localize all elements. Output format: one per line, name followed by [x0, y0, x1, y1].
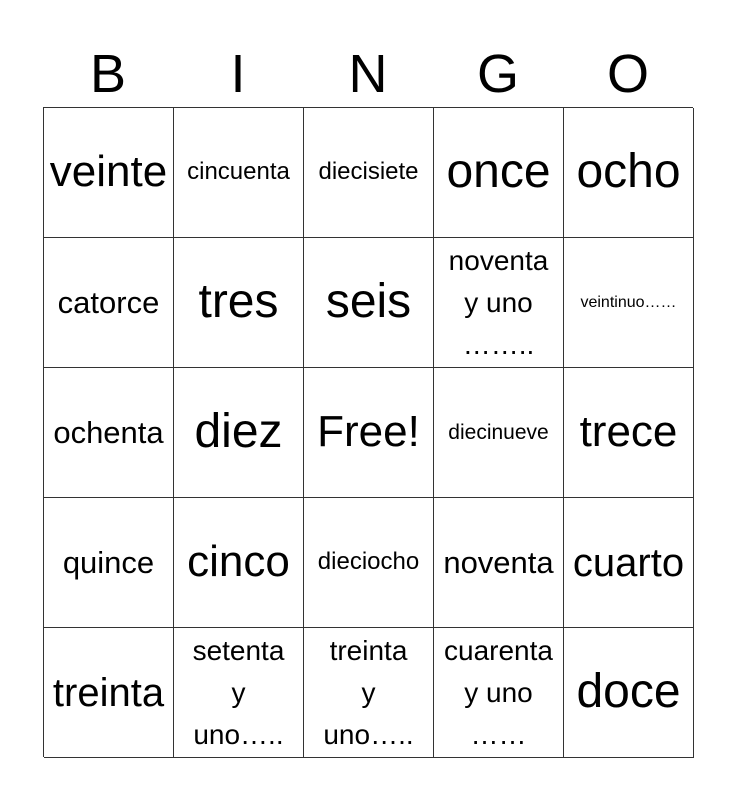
cell-text: setenta y uno….. [192, 634, 285, 750]
cell-text: diecisiete [318, 158, 419, 186]
bingo-cell[interactable] [44, 108, 174, 238]
bingo-cell[interactable] [434, 628, 564, 758]
cell-text: ochenta [53, 414, 164, 450]
bingo-cell[interactable] [564, 628, 694, 758]
bingo-cell[interactable] [434, 108, 564, 238]
bingo-cell[interactable] [434, 498, 564, 628]
header-letter-o: O [606, 44, 649, 104]
bingo-cell[interactable] [44, 498, 174, 628]
cell-text: noventa [443, 544, 554, 580]
bingo-cell[interactable] [564, 368, 694, 498]
bingo-cell[interactable] [564, 238, 694, 368]
bingo-cell[interactable] [44, 238, 174, 368]
bingo-cell[interactable] [174, 238, 304, 368]
cell-text: once [446, 145, 551, 199]
cell-text: tres [198, 275, 279, 329]
cell-text: noventa y uno …….. [448, 244, 549, 360]
bingo-cell[interactable] [564, 108, 694, 238]
cell-text: cinco [187, 537, 290, 587]
cell-text: diecinueve [448, 420, 549, 444]
cell-text: treinta [52, 670, 165, 715]
cell-text: veintinuo…… [580, 293, 677, 311]
cell-text: cincuenta [187, 158, 290, 186]
bingo-cell[interactable] [304, 238, 434, 368]
bingo-cell[interactable] [174, 628, 304, 758]
header-letter-i: I [230, 44, 246, 104]
bingo-cell[interactable] [564, 498, 694, 628]
cell-text: ocho [576, 145, 681, 199]
bingo-cell[interactable] [44, 628, 174, 758]
cell-text: treinta y uno….. [323, 634, 414, 750]
bingo-cell[interactable] [304, 498, 434, 628]
header-letter-n: N [348, 44, 388, 104]
cell-text: quince [62, 544, 155, 580]
bingo-cell[interactable] [434, 368, 564, 498]
bingo-cell[interactable] [174, 498, 304, 628]
bingo-cell[interactable] [304, 628, 434, 758]
cell-text: doce [576, 665, 681, 719]
bingo-board [43, 107, 693, 757]
cell-text: diez [194, 405, 283, 459]
bingo-cell[interactable] [434, 238, 564, 368]
free-space[interactable] [304, 368, 434, 498]
bingo-cell[interactable] [44, 368, 174, 498]
bingo-cell[interactable] [304, 108, 434, 238]
cell-text: cuarto [572, 540, 685, 585]
bingo-header [43, 42, 693, 106]
bingo-cell[interactable] [174, 108, 304, 238]
bingo-cell[interactable] [174, 368, 304, 498]
cell-text: dieciocho [317, 548, 420, 576]
header-letter-b: B [89, 44, 127, 104]
cell-text: catorce [57, 284, 160, 320]
cell-text: veinte [49, 147, 168, 197]
cell-text: seis [325, 275, 412, 329]
header-letter-g: G [476, 44, 519, 104]
cell-text: cuarenta y uno …… [444, 634, 553, 750]
cell-text: Free! [317, 407, 420, 457]
cell-text: trece [579, 407, 678, 457]
